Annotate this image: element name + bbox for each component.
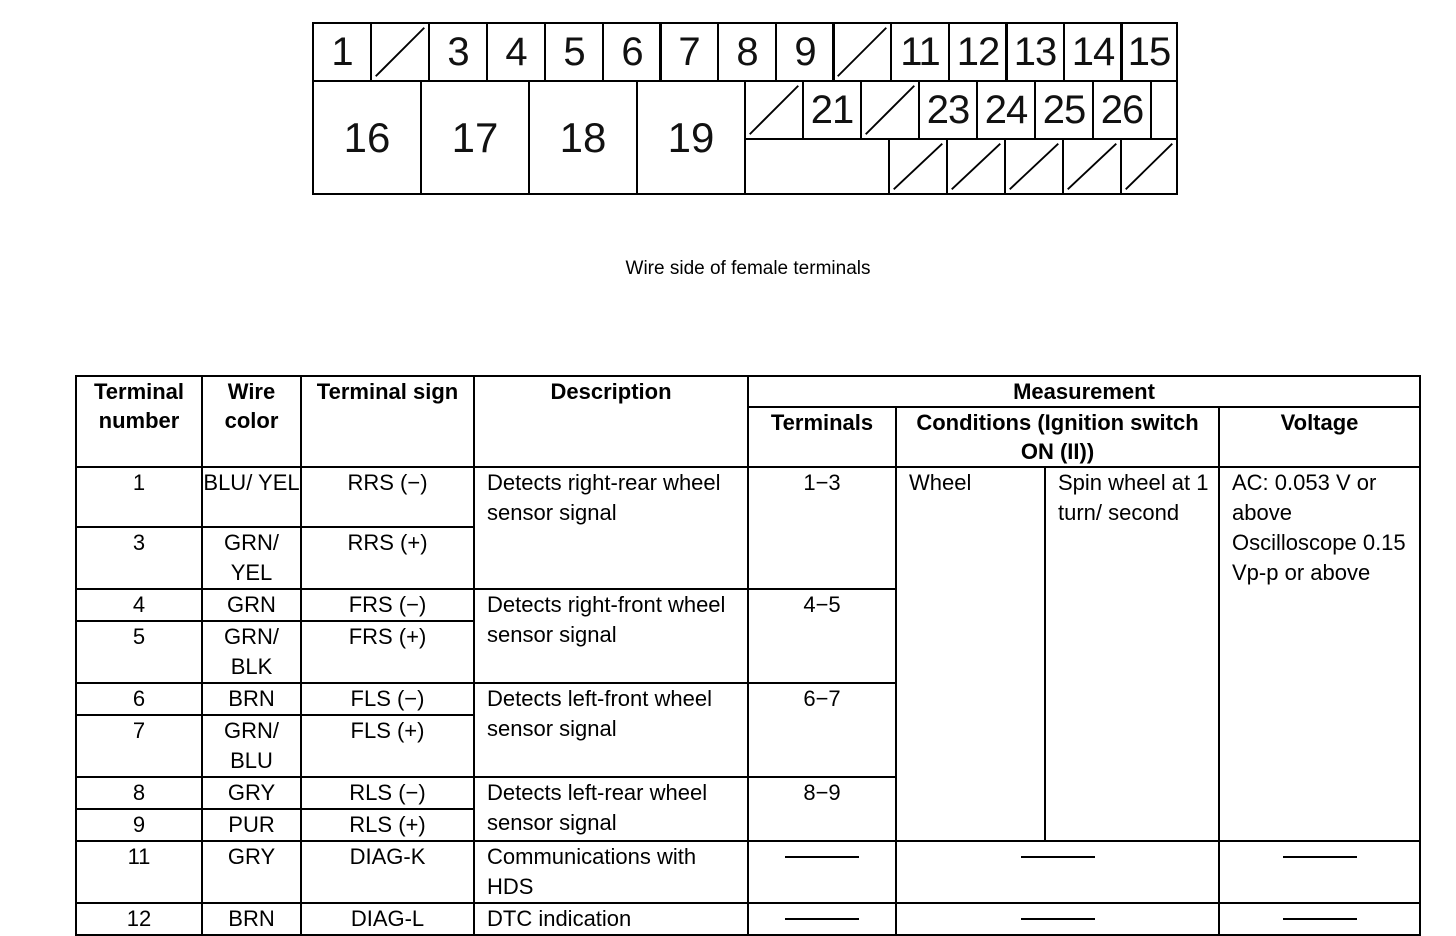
terminal-number: 1 bbox=[76, 467, 202, 527]
terminal-22-empty bbox=[860, 80, 920, 140]
header-terminal-sign: Terminal sign bbox=[301, 376, 474, 467]
measurement-terminals-none bbox=[748, 841, 896, 903]
terminal-4 bbox=[486, 22, 546, 82]
dash bbox=[1021, 918, 1095, 920]
description: Detects right-rear wheel sensor signal bbox=[474, 467, 748, 589]
terminal-5 bbox=[544, 22, 604, 82]
measurement-terminals: 6−7 bbox=[748, 683, 896, 777]
description: DTC indication bbox=[474, 903, 748, 935]
wire-color: GRN bbox=[202, 589, 301, 621]
terminal-9 bbox=[775, 22, 835, 82]
terminal-sign: RRS (−) bbox=[301, 467, 474, 527]
terminal-label: 15 bbox=[1127, 29, 1171, 74]
terminal-3 bbox=[428, 22, 488, 82]
terminal-label: 17 bbox=[451, 113, 499, 161]
terminal-label: 23 bbox=[926, 87, 970, 132]
terminal-label: 3 bbox=[447, 29, 469, 74]
conditions-none bbox=[896, 841, 1219, 903]
measurement-terminals-none bbox=[748, 903, 896, 935]
terminal-sign: FLS (−) bbox=[301, 683, 474, 715]
connector-blank bbox=[1150, 80, 1178, 140]
terminal-number: 3 bbox=[76, 527, 202, 589]
terminal-19 bbox=[636, 80, 746, 195]
terminal-label: 4 bbox=[505, 29, 527, 74]
terminal-label: 9 bbox=[794, 29, 816, 74]
terminal-table bbox=[75, 375, 1421, 936]
connector-caption: Wire side of female terminals bbox=[625, 258, 871, 279]
terminal-label: 14 bbox=[1071, 29, 1115, 74]
dash bbox=[1283, 856, 1357, 858]
terminal-label: 11 bbox=[900, 29, 940, 74]
terminal-number: 6 bbox=[76, 683, 202, 715]
terminal-empty bbox=[1004, 138, 1064, 195]
description: Detects left-rear wheel sensor signal bbox=[474, 777, 748, 841]
terminal-24 bbox=[976, 80, 1036, 140]
terminal-12 bbox=[948, 22, 1008, 82]
terminal-23 bbox=[918, 80, 978, 140]
dash bbox=[1021, 856, 1095, 858]
description: Detects right-front wheel sensor signal bbox=[474, 589, 748, 683]
description: Detects left-front wheel sensor signal bbox=[474, 683, 748, 777]
condition-action: Spin wheel at 1 turn/ second bbox=[1045, 467, 1219, 841]
header-voltage: Voltage bbox=[1219, 407, 1420, 467]
wire-color: BRN bbox=[202, 683, 301, 715]
terminal-sign: FRS (+) bbox=[301, 621, 474, 683]
condition-part: Wheel bbox=[896, 467, 1045, 841]
terminal-label: 21 bbox=[810, 87, 854, 132]
wire-color: BRN bbox=[202, 903, 301, 935]
connector-blank-area bbox=[744, 138, 890, 195]
dash bbox=[785, 856, 859, 858]
conditions-none bbox=[896, 903, 1219, 935]
header-conditions: Conditions (Ignition switch ON (II)) bbox=[896, 407, 1219, 467]
terminal-label: 13 bbox=[1013, 29, 1057, 74]
terminal-sign: FRS (−) bbox=[301, 589, 474, 621]
header-wire-color: Wire color bbox=[202, 376, 301, 467]
terminal-16 bbox=[312, 80, 422, 195]
terminal-15 bbox=[1120, 22, 1178, 82]
terminal-sign: RLS (−) bbox=[301, 777, 474, 809]
wire-color: BLU/ YEL bbox=[202, 467, 301, 527]
terminal-number: 4 bbox=[76, 589, 202, 621]
dash bbox=[785, 918, 859, 920]
terminal-17 bbox=[420, 80, 530, 195]
terminal-empty bbox=[1062, 138, 1122, 195]
terminal-sign: DIAG-K bbox=[301, 841, 474, 903]
measurement-terminals: 4−5 bbox=[748, 589, 896, 683]
terminal-number: 11 bbox=[76, 841, 202, 903]
terminal-14 bbox=[1063, 22, 1123, 82]
terminal-number: 12 bbox=[76, 903, 202, 935]
terminal-empty bbox=[888, 138, 948, 195]
terminal-number: 5 bbox=[76, 621, 202, 683]
header-terminal-number: Terminal number bbox=[76, 376, 202, 467]
terminal-label: 1 bbox=[331, 29, 353, 74]
wire-color: GRN/ BLU bbox=[202, 715, 301, 777]
terminal-label: 8 bbox=[736, 29, 758, 74]
terminal-label: 19 bbox=[667, 113, 715, 161]
terminal-2-empty bbox=[370, 22, 430, 82]
terminal-20-empty bbox=[744, 80, 804, 140]
terminal-label: 18 bbox=[559, 113, 607, 161]
wire-color: GRN/ YEL bbox=[202, 527, 301, 589]
terminal-label: 7 bbox=[678, 29, 700, 74]
header-measurement: Measurement bbox=[748, 376, 1420, 407]
measurement-terminals: 8−9 bbox=[748, 777, 896, 841]
voltage-none bbox=[1219, 841, 1420, 903]
terminal-label: 6 bbox=[621, 29, 643, 74]
measurement-terminals: 1−3 bbox=[748, 467, 896, 589]
terminal-sign: FLS (+) bbox=[301, 715, 474, 777]
terminal-10-empty bbox=[832, 22, 892, 82]
wire-color: GRY bbox=[202, 841, 301, 903]
dash bbox=[1283, 918, 1357, 920]
terminal-sign: DIAG-L bbox=[301, 903, 474, 935]
header-terminals: Terminals bbox=[748, 407, 896, 467]
terminal-empty bbox=[946, 138, 1006, 195]
terminal-sign: RLS (+) bbox=[301, 809, 474, 841]
description: Communications with HDS bbox=[474, 841, 748, 903]
terminal-11 bbox=[890, 22, 950, 82]
terminal-25 bbox=[1034, 80, 1094, 140]
terminal-label: 25 bbox=[1042, 87, 1086, 132]
terminal-label: 5 bbox=[563, 29, 585, 74]
terminal-number: 9 bbox=[76, 809, 202, 841]
connector-diagram bbox=[312, 22, 1178, 195]
terminal-label: 24 bbox=[984, 87, 1028, 132]
voltage-none bbox=[1219, 903, 1420, 935]
terminal-sign: RRS (+) bbox=[301, 527, 474, 589]
terminal-number: 7 bbox=[76, 715, 202, 777]
header-description: Description bbox=[474, 376, 748, 467]
terminal-8 bbox=[717, 22, 777, 82]
voltage-value: AC: 0.053 V or above Oscilloscope 0.15 Vp-p or above bbox=[1219, 467, 1420, 841]
terminal-7 bbox=[659, 22, 719, 82]
terminal-label: 12 bbox=[956, 29, 1000, 74]
wire-color: GRN/ BLK bbox=[202, 621, 301, 683]
terminal-6 bbox=[602, 22, 662, 82]
wire-color: PUR bbox=[202, 809, 301, 841]
terminal-18 bbox=[528, 80, 638, 195]
terminal-label: 16 bbox=[343, 113, 391, 161]
terminal-13 bbox=[1005, 22, 1065, 82]
terminal-21 bbox=[802, 80, 862, 140]
wire-color: GRY bbox=[202, 777, 301, 809]
terminal-number: 8 bbox=[76, 777, 202, 809]
terminal-empty bbox=[1120, 138, 1178, 195]
terminal-label: 26 bbox=[1100, 87, 1144, 132]
terminal-1 bbox=[312, 22, 372, 82]
terminal-26 bbox=[1092, 80, 1152, 140]
